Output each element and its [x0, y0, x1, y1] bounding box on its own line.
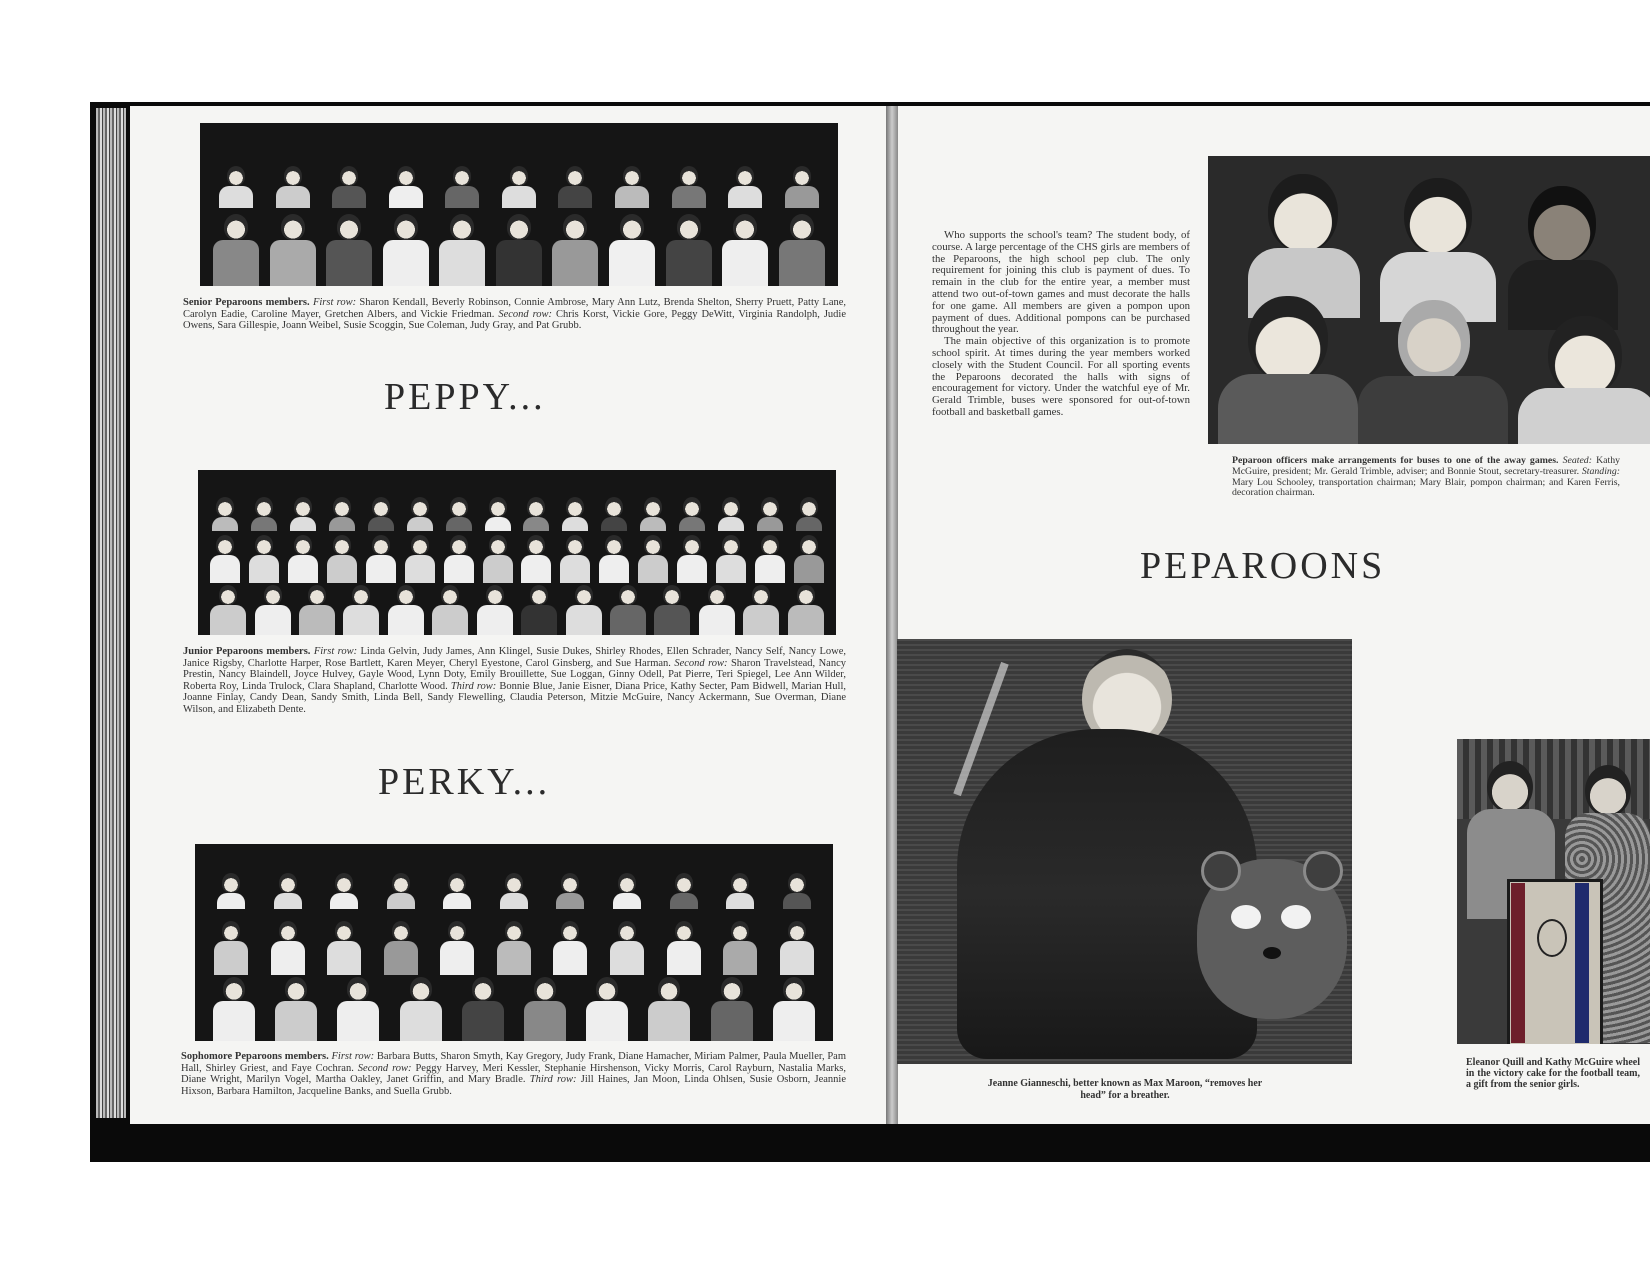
senior-group-photo — [200, 123, 838, 286]
headline-peppy: PEPPY... — [384, 376, 546, 418]
mascot-photo — [897, 639, 1352, 1064]
body-paragraph-2: The main objective of this organization is to promote school spirit. At times during the year members worked closely with the Student Council. For all sporting events the Peparoons decorated the halls with signs of encouragement for victory. Under the watchful eye of Mr. Gerald Trimble, buses were sponsored for out-of-town football and basketball games. — [932, 335, 1190, 418]
officers-photo — [1208, 156, 1650, 444]
book-page-edges — [96, 108, 126, 1118]
sophomore-group-photo — [195, 844, 833, 1041]
victory-cake-photo — [1457, 739, 1650, 1044]
body-paragraph-1: Who supports the school's team? The student body, of course. A large percentage of the CHS girls are members of the Peparoons, the high school pep club. The only requirement for joining this club is payment of dues. To remain in the club for the entire year, a member must attend two out-of-town games and must decorate the halls for one game. All members are given a pompon upon payment of dues. Additional pompons can be purchased throughout the year. — [932, 229, 1190, 336]
headline-perky: PERKY... — [378, 761, 551, 803]
body-text — [932, 230, 1190, 419]
sophomore-caption: Sophomore Peparoons members. First row: Barbara Butts, Sharon Smyth, Kay Gregory, Judy Frank, Diane Hamacher, Miriam Palmer, Paula Mueller, Pam Hall, Shirley Griest, and Faye Cochran. Second row: Peggy Harvey, Meri Kessler, Stephanie Hirshenson, Vicky Morris, Carol Rayburn, Nastalia Marks, Diane Wright, Marilyn Vogel, Martha Oakley, Janet Griffin, and Mary Bradle. Third row: Jill Haines, Jan Moon, Linda Ohlsen, Susie Osborn, Jeannie Hixson, Barbara Hamilton, Jacqueline Banks, and Suella Grubb. — [181, 1051, 847, 1097]
headline-peparoons: PEPAROONS — [1140, 545, 1386, 587]
junior-caption: Junior Peparoons members. First row: Linda Gelvin, Judy James, Ann Klingel, Susie Dukes, Shirley Rhodes, Ellen Schrader, Nancy Self, Nancy Lowe, Janice Rigsby, Charlotte Harper, Rose Bartlett, Karen Meyer, Cheryl Eyestone, Carol Ginsberg, and Sue Harman. Second row: Sharon Travelstead, Nancy Prestin, Nancy Blaindell, Joyce Hulvey, Gayle Wood, Lynn Doty, Emily Brouillette, Sue Loggan, Ginny Odell, Pat Pierre, Teri Spiegel, Lee Ann Wilder, Roberta Roy, Linda Trulock, Clara Shapland, Charlotte Wood. Third row: Bonnie Blue, Janie Eisner, Diana Price, Kathy Secter, Pam Bidwell, Marian Hull, Joanne Finlay, Candy Dean, Sandy Smith, Linda Bell, Sandy Flewelling, Claudia Peterson, Mitzie McGuire, Nancy Ackermann, Sue Overman, Diane Wilson, and Elizabeth Dente. — [183, 646, 847, 715]
senior-caption: Senior Peparoons members. First row: Sharon Kendall, Beverly Robinson, Connie Ambrose, Mary Ann Lutz, Brenda Shelton, Sherry Pruett, Patty Lane, Carolyn Eadie, Caroline Mayer, Gretchen Albers, and Vickie Friedman. Second row: Chris Korst, Vickie Gore, Peggy DeWitt, Virginia Randolph, Judie Owens, Sara Gillespie, Joann Weibel, Susie Scoggin, Sue Coleman, Judy Gray, and Pat Grubb. — [183, 297, 847, 331]
victory-cake-caption: Eleanor Quill and Kathy McGuire wheel in the victory cake for the football team, a gift from the senior girls. — [1466, 1057, 1640, 1090]
mascot-caption: Jeanne Gianneschi, better known as Max Maroon, “removes her head” for a breather. — [987, 1078, 1263, 1101]
officers-caption: Peparoon officers make arrangements for buses to one of the away games. Seated: Kathy McGuire, president; Mr. Gerald Trimble, adviser; and Bonnie Stout, secretary-treasurer. Standing: Mary Lou Schooley, transportation chairman; Mary Blair, pompon chairman; and Karen Ferris, decoration chairman. — [1232, 455, 1621, 499]
junior-group-photo — [198, 470, 836, 635]
